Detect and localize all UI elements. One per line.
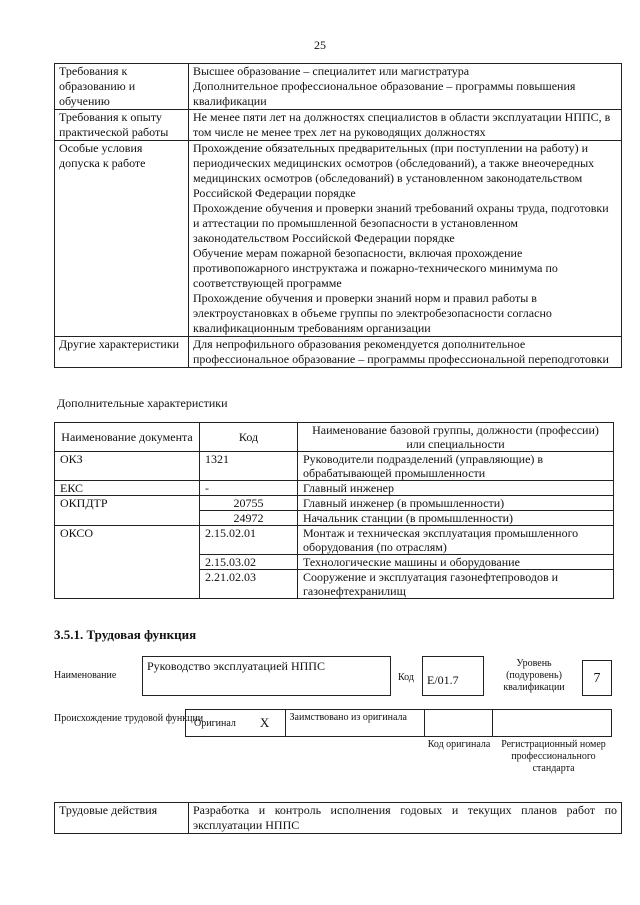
cell-doc: ЕКС: [55, 481, 200, 496]
origin-code-cell: [425, 710, 493, 736]
function-code-label: Код: [398, 672, 414, 683]
cell-doc: ОКПДТР: [55, 496, 200, 526]
table-row: [55, 452, 614, 481]
table-row: [55, 110, 622, 141]
cell-name: Главный инженер (в промышленности): [298, 496, 614, 511]
function-name-value: Руководство эксплуатацией НППС: [142, 656, 391, 696]
row-label: Требования к опыту практической работы: [55, 110, 189, 141]
cell-code: 20755: [200, 496, 298, 511]
cell-name: Монтаж и техническая эксплуатация промышленного оборудования (по отраслям): [298, 526, 614, 555]
page-number: 25: [314, 38, 326, 52]
row-line: Прохождение обязательных предварительных (при поступлении на работу) и периодических медицинских осмотров (обследований), а также внеочередных медицинских осмотров (обследований) в установленном законодательством Российской Федерации порядке: [193, 141, 595, 200]
row-line: Высшее образование – специалитет или магистратура: [193, 64, 470, 78]
cell-code: -: [200, 481, 298, 496]
cell-name: Сооружение и эксплуатация газонефтепроводов и газонефтехранилищ: [298, 570, 614, 599]
row-value: [189, 337, 622, 368]
labor-actions-table: [54, 802, 622, 834]
table-row: [55, 496, 614, 511]
qualification-level-value: 7: [582, 660, 612, 696]
origin-registration-cell: [493, 710, 611, 736]
cell-doc: ОКЗ: [55, 452, 200, 481]
cell-name: Главный инженер: [298, 481, 614, 496]
qualification-level-label: Уровень (подуровень) квалификации: [503, 658, 565, 693]
header-doc: Наименование документа: [55, 423, 200, 452]
section-title: 3.5.1. Трудовая функция: [54, 627, 197, 642]
cell-code: 2.21.02.03: [200, 570, 298, 599]
labor-actions-label: Трудовые действия: [55, 803, 189, 834]
additional-table: [54, 422, 614, 599]
row-line: Не менее пяти лет на должностях специалистов в области эксплуатации НППС, в том числе не менее трех лет на руководящих должностях: [193, 110, 611, 139]
row-label: Другие характеристики: [55, 337, 189, 368]
row-value: [189, 64, 622, 110]
cell-code: 2.15.02.01: [200, 526, 298, 555]
cell-code: 1321: [200, 452, 298, 481]
row-line: Обучение мерам пожарной безопасности, включая прохождение противопожарного инструктажа и пожарно-технического минимума по соответствующей программе: [193, 246, 558, 290]
row-label: Особые условия допуска к работе: [55, 141, 189, 337]
row-line: Прохождение обучения и проверки знаний требований охраны труда, подготовки и аттестации по промышленной безопасности в установленном законодательством Российской Федерации порядке: [193, 201, 609, 245]
row-line: Прохождение обучения и проверки знаний норм и правил работы в электроустановках в объеме группы по электробезопасности согласно квалификационным требованиям организации: [193, 291, 552, 335]
table-row: [55, 141, 622, 337]
table-row: [55, 337, 622, 368]
header-code: Код: [200, 423, 298, 452]
table-row: [55, 526, 614, 555]
cell-code: 24972: [200, 511, 298, 526]
row-line: Для непрофильного образования рекомендуется дополнительное профессиональное образование – программы профессиональной переподготовки: [193, 337, 609, 366]
requirements-table: [54, 63, 622, 368]
additional-title: Дополнительные характеристики: [57, 396, 228, 410]
row-value: [189, 141, 622, 337]
header-name: Наименование базовой группы, должности (профессии) или специальности: [298, 423, 614, 452]
registration-number-label: Регистрационный номер профессионального стандарта: [501, 739, 606, 774]
origin-row: [185, 709, 612, 737]
table-header-row: [55, 423, 614, 452]
origin-original-label: Оригинал: [194, 717, 236, 729]
table-row: [55, 64, 622, 110]
origin-original-cell: [186, 710, 286, 736]
origin-label: Происхождение трудовой функции: [54, 713, 204, 724]
labor-actions-text: Разработка и контроль исполнения годовых и текущих планов работ по эксплуатации НППС: [189, 803, 622, 834]
cell-doc: ОКСО: [55, 526, 200, 599]
cell-code: 2.15.03.02: [200, 555, 298, 570]
code-original-label: Код оригинала: [427, 739, 491, 750]
table-row: [55, 481, 614, 496]
origin-original-mark: X: [259, 715, 270, 730]
cell-name: Руководители подразделений (управляющие) в обрабатывающей промышленности: [298, 452, 614, 481]
cell-name: Технологические машины и оборудование: [298, 555, 614, 570]
table-row: [55, 803, 622, 834]
cell-name: Начальник станции (в промышленности): [298, 511, 614, 526]
row-label: Требования к образованию и обучению: [55, 64, 189, 110]
function-code-value: E/01.7: [422, 656, 484, 696]
origin-borrowed-label: Заимствовано из оригинала: [286, 710, 425, 736]
function-name-label: Наименование: [54, 670, 117, 681]
row-value: [189, 110, 622, 141]
row-line: Дополнительное профессиональное образование – программы повышения квалификации: [193, 79, 576, 108]
